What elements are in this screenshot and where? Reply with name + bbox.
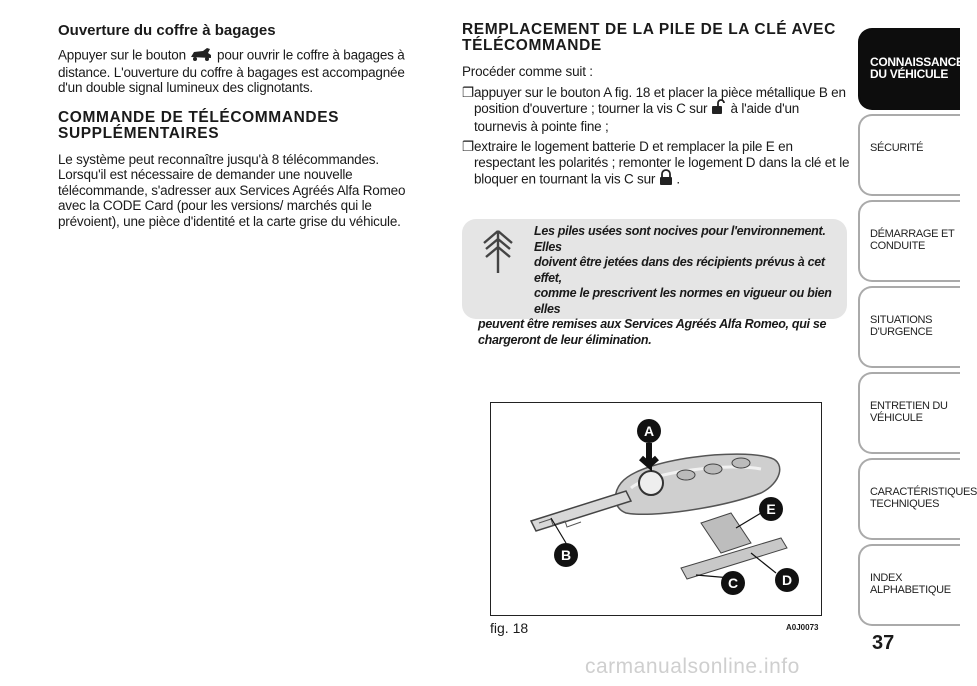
environment-note-text: Les piles usées sont nocives pour l'environnement. Elles doivent être jetées dans des récipients prévus à cet effet, comme le prescrivent les normes en vigueur ou bien elles peuvent être remises aux Services Agréés Alfa Romeo, qui se chargeront de leur élimination.	[478, 224, 832, 347]
callout-c	[721, 571, 745, 595]
locked-padlock-icon	[659, 170, 673, 190]
tab-demarrage-conduite[interactable]: DÉMARRAGE ET CONDUITE	[858, 200, 960, 282]
callout-a	[637, 419, 661, 443]
watermark: carmanualsonline.info	[585, 655, 800, 678]
list-item: ❐ extraire le logement batterie D et remplacer la pile E en respectant les polarités ; remonter le logement D dans la clé et le bloquer en tournant la vis C sur .	[462, 139, 852, 190]
checkbox-bullet-icon: ❐	[462, 139, 474, 154]
figure-caption: fig. 18	[490, 620, 529, 636]
tab-connaissance-vehicule[interactable]: CONNAISSANCE DU VÉHICULE	[858, 28, 960, 110]
trunk-opening-paragraph: Appuyer sur le bouton pour ouvrir le coffre à bagages à distance. L'ouverture du coffre à bagages est accompagnée d'un double signal lumineux des clignotants.	[58, 47, 405, 95]
trunk-opening-subhead: Ouverture du coffre à bagages	[58, 22, 276, 39]
figure-code: A0J0073	[786, 623, 819, 632]
additional-remotes-paragraph: Le système peut reconnaître jusqu'à 8 télécommandes. Lorsqu'il est nécessaire de demander une nouvelle télécommande, s'adresser aux Services Agréés Alfa Romeo avec la CODE Card (pour les versions/ marchés qui le prévoient), une pièce d'identité et la carte grise du véhicule.	[58, 151, 406, 229]
callout-e	[759, 497, 783, 521]
svg-text:E: E	[766, 501, 776, 517]
checkbox-bullet-icon: ❐	[462, 84, 474, 100]
procedure-intro: Procéder comme suit :	[462, 64, 593, 79]
unlocked-padlock-icon	[711, 100, 727, 119]
tab-index-alphabetique[interactable]: INDEX ALPHABETIQUE	[858, 544, 960, 626]
left-column	[58, 22, 430, 229]
trunk-open-icon	[189, 47, 213, 65]
tab-securite[interactable]: SÉCURITÉ	[858, 114, 960, 196]
callout-b	[554, 543, 578, 567]
key-exploded-diagram	[491, 403, 821, 615]
tab-caracteristiques-techniques[interactable]: CARACTÉRISTIQUES TECHNIQUES	[858, 458, 960, 540]
svg-text:B: B	[560, 547, 572, 563]
callout-d	[775, 568, 799, 592]
page-number: 37	[872, 632, 895, 654]
battery-replacement-title: REMPLACEMENT DE LA PILE DE LA CLÉ AVEC TÉLÉCOMMANDE	[462, 21, 836, 54]
svg-text:A: A	[643, 423, 655, 439]
svg-text:C: C	[727, 575, 739, 591]
right-column	[462, 22, 852, 190]
svg-text:D: D	[781, 572, 793, 588]
tab-entretien-vehicule[interactable]: ENTRETIEN DU VÉHICULE	[858, 372, 960, 454]
tab-situations-urgence[interactable]: SITUATIONS D'URGENCE	[858, 286, 960, 368]
list-item: ❐ appuyer sur le bouton A fig. 18 et placer la pièce métallique B en position d'ouverture ; tourner la vis C sur à l'aide d'un tournevis à pointe fine ;	[462, 84, 846, 134]
additional-remotes-title: COMMANDE DE TÉLÉCOMMANDES SUPPLÉMENTAIRES	[58, 108, 340, 142]
key-battery-figure	[490, 402, 822, 616]
environment-note	[462, 219, 847, 347]
